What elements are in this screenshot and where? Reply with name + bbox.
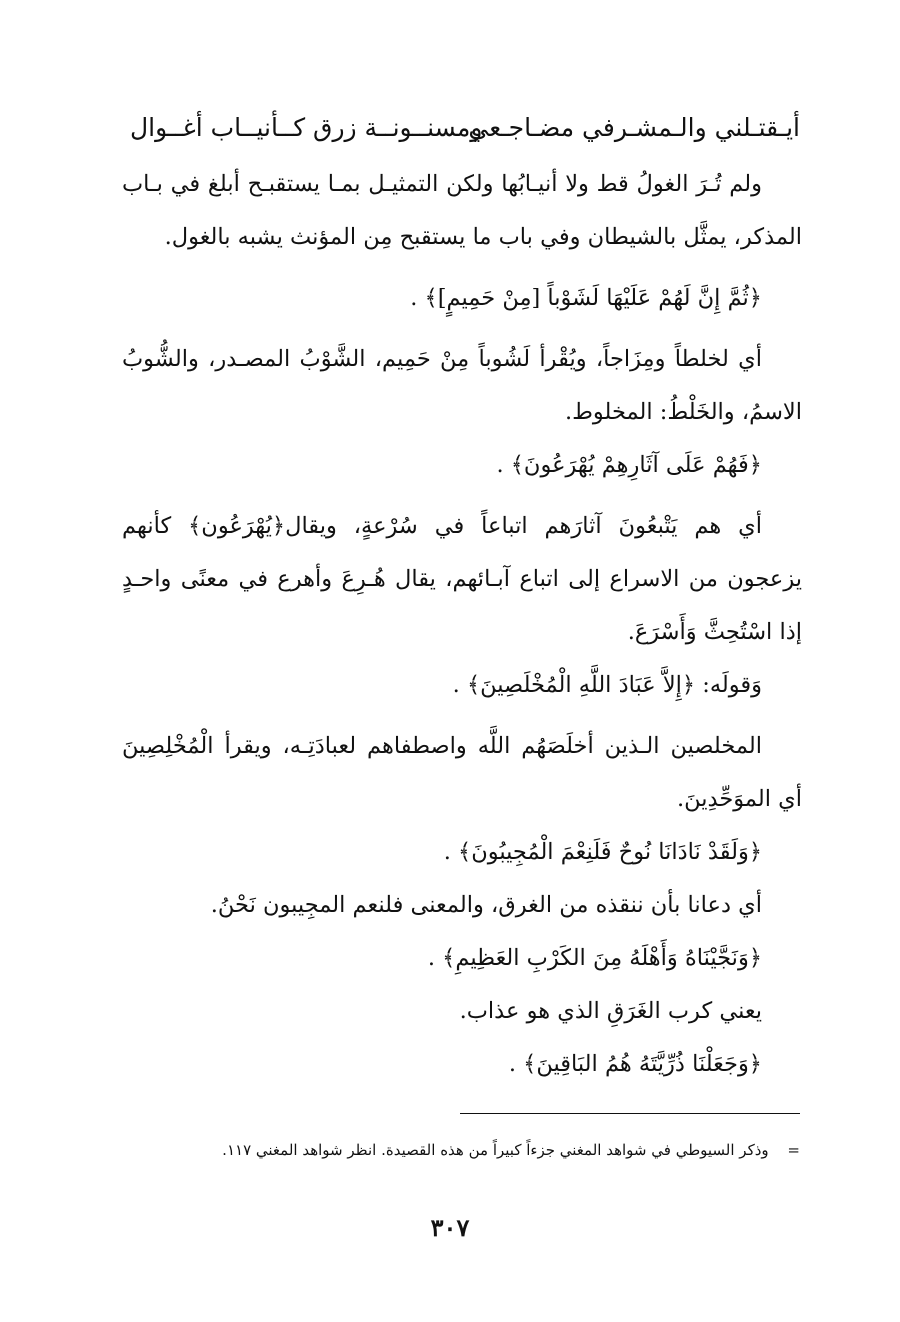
quran-verse: ﴿وَجَعَلْنَا ذُرِّيَّتَهُ هُمُ البَاقِينَ﴾ . [508,1051,762,1077]
quran-verse: ﴿وَنَجَّيْنَاهُ وَأَهْلَهُ مِنَ الكَرْبِ العَظِيمِ﴾ . [427,945,762,971]
verse-first-hemistich: أيـقتـلني والـمشـرفي مضـاجـعي [468,113,800,142]
footnote [120,1135,800,1165]
commentary-paragraph: المخلصين الـذين أخلَصَهُم اللَّه واصطفاهم لعبادَتِـه، ويقرأ الْمُخْلِصِينَ أي الموَحِّدِينَ. [122,733,802,812]
footnote-text: وذكر السيوطي في شواهد المغني جزءاً كبيراً من هذه القصيدة. انظر شواهد المغني ١١٧. [222,1141,769,1159]
quran-verse: ﴿ثُمَّ إِنَّ لَهُمْ عَلَيْهَا لَشَوْباً [مِنْ حَمِيمٍ]﴾ . [410,285,762,311]
quran-verse: وَقولَه: ﴿إِلاَّ عَبَادَ اللَّهِ الْمُخْلَصِينَ﴾ . [452,672,762,698]
quran-verse: ﴿وَلَقَدْ نَادَانَا نُوحٌ فَلَنِعْمَ الْمُجِيبُونَ﴾ . [443,839,762,865]
commentary-paragraph: أي دعانا بأن ننقذه من الغرق، والمعنى فلنعم المجِيبون نَحْنُ. [210,892,762,918]
commentary-paragraph: يعني كرب الغَرَقِ الذي هو عذاب. [459,998,762,1024]
commentary-paragraph: ولم تُـرَ الغولُ قط ولا أنيـابُها ولكن التمثيـل بمـا يستقبـح أبلغ في بـاب المذكر، يمثَّل بالشيطان وفي باب ما يستقبح مِن المؤنث يشبه بالغول. [122,171,802,250]
quran-verse: ﴿فَهُمْ عَلَى آثَارِهِمْ يُهْرَعُونَ﴾ . [496,452,762,478]
footnote-divider [460,1113,800,1114]
page-number: ٣٠٧ [430,1213,470,1242]
main-text [122,158,802,1091]
poetry-verse [120,104,800,152]
commentary-paragraph: أي لخلطاً ومِزَاجاً، ويُقْرأ لَشُوباً مِنْ حَمِيم، الشَّوْبُ المصـدر، والشُّوبُ الاسمُ، والخَلْطُ: المخلوط. [122,346,802,425]
verse-second-hemistich: ومسنــونــة زرق كــأنيــاب أغــوال [130,113,483,142]
commentary-paragraph: أي هم يَتْبعُونَ آثارَهم اتباعاً في سُرْعةٍ، ويقال﴿يُهْرَعُون﴾ كأنهم يزعجون من الاسراع إلى اتباع آبـائهم، يقال هُـرِعَ وأهرع في معنًى واحـدٍ إذا اسْتُحِثَّ وَأَسْرَعَ. [122,513,802,645]
footnote-continuation-marker: = [787,1141,800,1159]
